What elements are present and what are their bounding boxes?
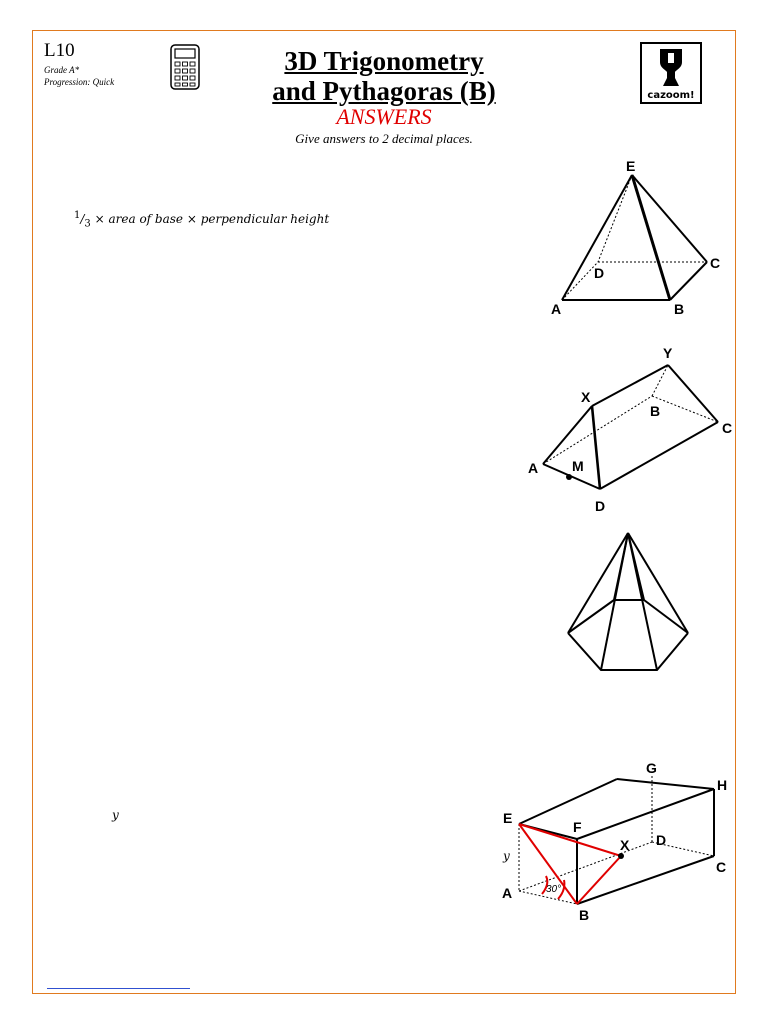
label-x: X: [620, 837, 630, 853]
label-c: C: [716, 859, 727, 875]
instruction-text: Give answers to 2 decimal places.: [295, 131, 473, 146]
lesson-code: L10: [44, 40, 75, 61]
label-c: C: [722, 420, 733, 436]
title-line-1: 3D Trigonometry: [284, 46, 484, 76]
progression-label: Progression: Quick: [44, 77, 115, 87]
title-line-2: and Pythagoras (B): [272, 76, 496, 106]
label-x: X: [581, 389, 591, 405]
figure-pyramid-abcde: [562, 175, 707, 300]
point-m: [566, 474, 572, 480]
grade-label: Grade A*: [44, 65, 80, 75]
point-x: [618, 853, 624, 859]
label-e: E: [503, 810, 513, 826]
label-c: C: [710, 255, 721, 271]
answers-heading: ANSWERS: [336, 104, 432, 129]
label-f: F: [573, 819, 582, 835]
figure-hexagonal-pyramid: [568, 533, 688, 670]
label-h: H: [717, 777, 728, 793]
label-a: A: [502, 885, 513, 901]
figure-prism-axbcdy: [543, 365, 718, 489]
fraction-numerator: 1: [74, 210, 81, 221]
figure-4-labels: [502, 760, 727, 923]
angle-label: 30°: [546, 884, 562, 895]
label-d: D: [595, 498, 606, 514]
label-d: D: [656, 832, 667, 848]
label-y-height: y: [503, 849, 510, 863]
label-b: B: [579, 907, 590, 923]
label-y: Y: [663, 345, 673, 361]
fraction-denominator: 3: [84, 218, 91, 230]
label-g: G: [646, 760, 657, 776]
label-b: B: [674, 301, 685, 317]
figure-2-labels: [528, 345, 732, 514]
label-a: A: [551, 301, 562, 317]
formula-text: × area of base × perpendicular height: [94, 212, 330, 226]
logo-text: cazoom!: [647, 90, 695, 101]
label-a: A: [528, 460, 539, 476]
label-b: B: [650, 403, 661, 419]
figure-4-red-triangle: [519, 824, 621, 904]
label-m: M: [572, 458, 584, 474]
pyramid-volume-formula: $^1/_3$ × area of base × perpendicular height: [74, 210, 330, 230]
label-e: E: [626, 158, 636, 174]
variable-y: y: [112, 808, 119, 822]
label-d: D: [594, 265, 605, 281]
